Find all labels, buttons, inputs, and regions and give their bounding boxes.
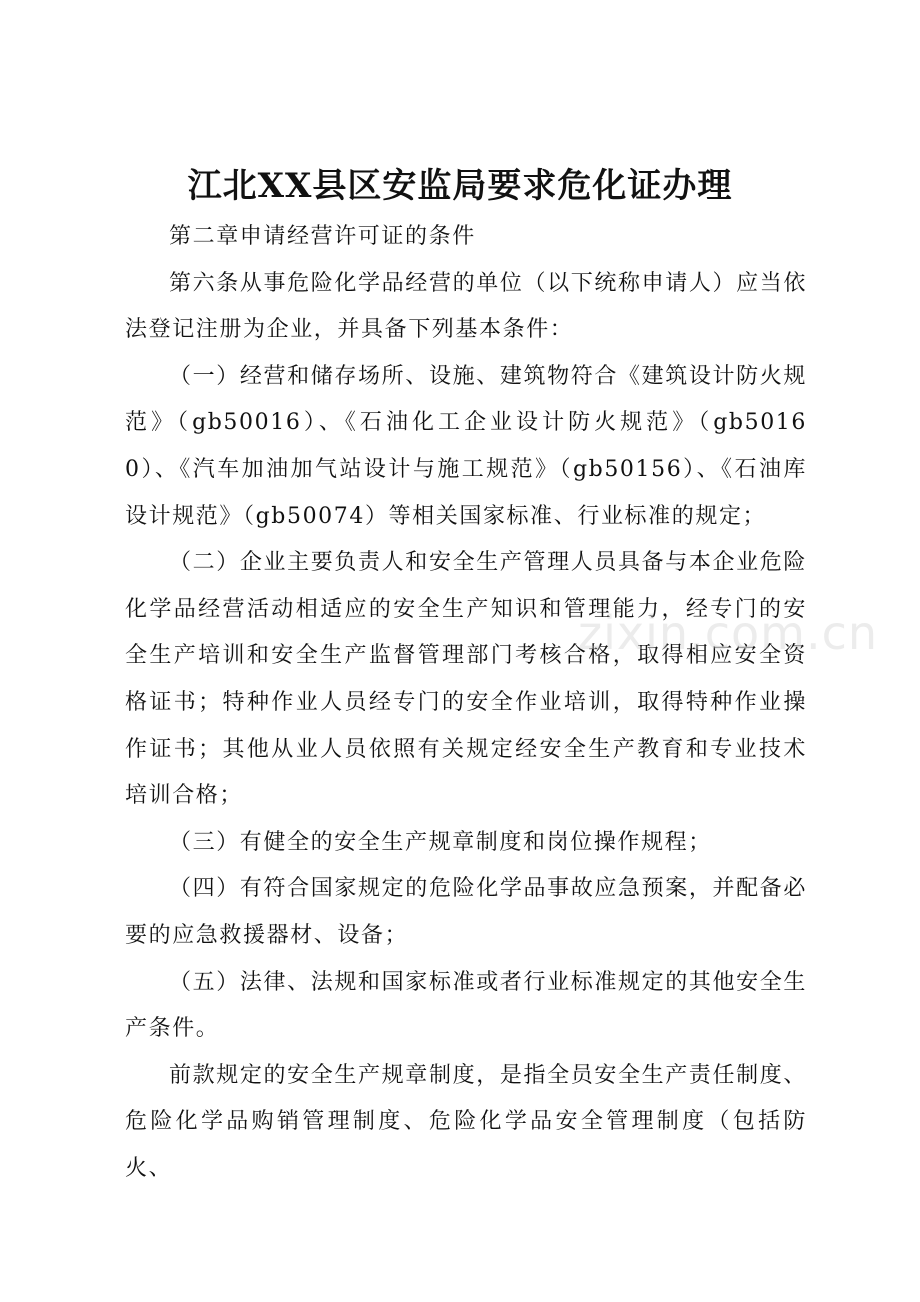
- paragraph-item-2: （二）企业主要负责人和安全生产管理人员具备与本企业危险化学品经营活动相适应的安全生产知识和管理能力，经专门的安全生产培训和安全生产监督管理部门考核合格，取得相应安全资格证书；特种作业人员经专门的安全作业培训，取得特种作业操作证书；其他从业人员依照有关规定经安全生产教育和专业技术培训合格；: [125, 550, 807, 809]
- paragraph-item-4: （四）有符合国家规定的危险化学品事故应急预案，并配备必要的应急救援器材、设备；: [125, 876, 807, 948]
- document-body: [125, 214, 807, 1192]
- paragraph-regulations: 前款规定的安全生产规章制度，是指全员安全生产责任制度、危险化学品购销管理制度、危险化学品安全管理制度（包括防火、: [125, 1062, 807, 1181]
- document-title: 江北XX县区安监局要求危化证办理: [187, 166, 733, 206]
- watermark: zixin.com.cn: [578, 606, 879, 660]
- paragraph-item-5: （五）法律、法规和国家标准或者行业标准规定的其他安全生产条件。: [125, 969, 807, 1042]
- paragraph-item-1: （一）经营和储存场所、设施、建筑物符合《建筑设计防火规范》（gb50016）、《石油化工企业设计防火规范》（gb50160）、《汽车加油加气站设计与施工规范》（gb50156）、《石油库设计规范》（gb50074）等相关国家标准、行业标准的规定；: [125, 363, 807, 529]
- paragraph-article-6: 第六条从事危险化学品经营的单位（以下统称申请人）应当依法登记注册为企业，并具备下列基本条件：: [125, 270, 807, 343]
- paragraph-item-3: （三）有健全的安全生产规章制度和岗位操作规程；: [169, 829, 712, 855]
- paragraph-chapter-heading: 第二章申请经营许可证的条件: [169, 224, 476, 249]
